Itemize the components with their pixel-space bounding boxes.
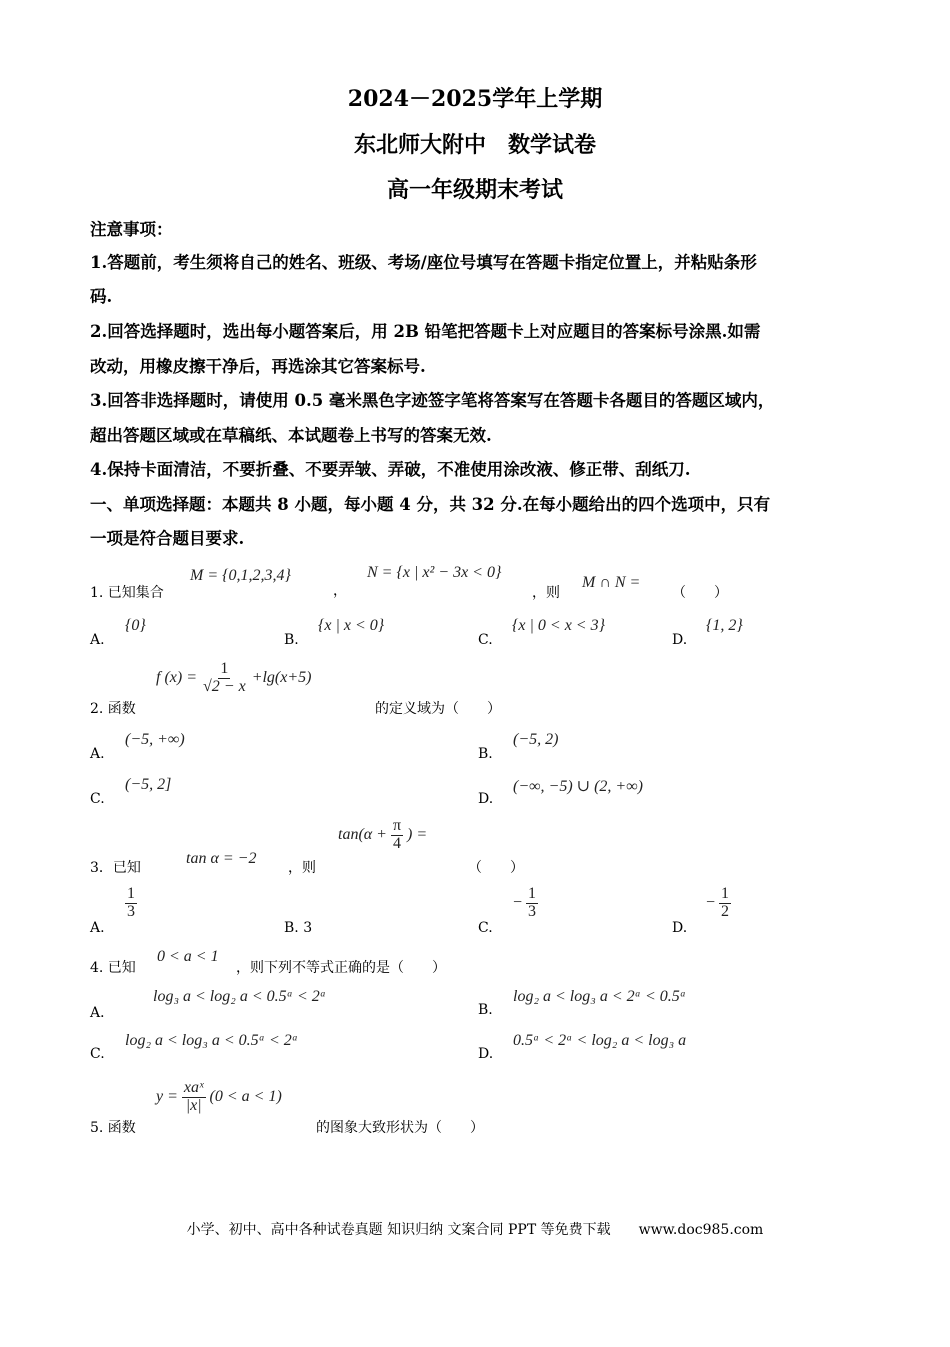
q5-function-lhs: y = bbox=[156, 1087, 178, 1105]
q1-option-b-label: B. bbox=[284, 632, 299, 648]
q2-option-a-label: A. bbox=[90, 746, 105, 762]
q4-option-d-label: D. bbox=[478, 1046, 494, 1062]
q1-option-a: {0} bbox=[125, 617, 146, 634]
q3-pi-fraction bbox=[391, 818, 403, 853]
q3-option-d bbox=[706, 886, 731, 921]
q2-option-d: (−∞, −5) ∪ (2, +∞) bbox=[513, 778, 643, 795]
page-footer: 小学、初中、高中各种试卷真题 知识归纳 文案合同 PPT 等免费下载 www.doc985.com bbox=[186, 1222, 764, 1238]
q5-fraction-den: |x| bbox=[185, 1096, 202, 1114]
section-heading: 一、单项选择题：本题共 8 小题，每小题 4 分，共 32 分.在每小题给出的四个选项中，只有 bbox=[90, 495, 771, 514]
q1-option-d-label: D. bbox=[672, 632, 688, 648]
q3-option-d-label: D. bbox=[672, 920, 688, 936]
q3-option-d-num: 1 bbox=[721, 885, 730, 902]
q3-pi-den: 4 bbox=[393, 834, 401, 852]
title-year: 2024－2025学年上学期 bbox=[347, 86, 603, 112]
q4-condition: 0 < a < 1 bbox=[157, 948, 219, 965]
q3-option-c-den: 3 bbox=[528, 902, 537, 920]
q3-expression bbox=[338, 818, 427, 853]
q3-option-c-label: C. bbox=[478, 920, 493, 936]
title-exam: 高一年级期末考试 bbox=[386, 177, 563, 203]
q4-option-d: 0.5ᵃ < 2ᵃ < log₂ a < log₃ a bbox=[513, 1032, 687, 1049]
q3-option-c-num: 1 bbox=[528, 885, 537, 902]
q2-function-rest: +lg(x+5) bbox=[251, 668, 312, 686]
notice-item-1-cont: 码. bbox=[90, 287, 113, 306]
title-school: 东北师大附中 数学试卷 bbox=[353, 132, 596, 158]
notice-item-1: 1.答题前，考生须将自己的姓名、班级、考场/座位号填写在答题卡指定位置上，并粘贴条形 bbox=[90, 253, 757, 272]
q2-fraction bbox=[201, 661, 248, 696]
q3-option-d-sign: − bbox=[706, 893, 716, 911]
q4-stem: 4. 已知 bbox=[90, 960, 136, 976]
q1-paren: （ ） bbox=[672, 585, 728, 601]
q2-option-b-label: B. bbox=[478, 746, 493, 762]
q3-option-a bbox=[125, 886, 137, 921]
q1-set-n: N = {x | x² − 3x < 0} bbox=[367, 564, 502, 581]
q1-option-c-label: C. bbox=[478, 632, 493, 648]
q4-option-c-label: C. bbox=[90, 1046, 105, 1062]
notice-item-4: 4.保持卡面清洁，不要折叠、不要弄皱、弄破，不准使用涂改液、修正带、刮纸刀. bbox=[90, 460, 691, 479]
notice-heading: 注意事项： bbox=[90, 220, 173, 239]
notice-item-3-cont: 超出答题区域或在草稿纸、本试题卷上书写的答案无效. bbox=[90, 426, 492, 445]
q3-option-a-den: 3 bbox=[127, 902, 135, 920]
notice-item-2: 2.回答选择题时，选出每小题答案后，用 2B 铅笔把答题卡上对应题目的答案标号涂黑.如需 bbox=[90, 322, 761, 341]
notice-item-3: 3.回答非选择题时，请使用 0.5 毫米黑色字迹签字笔将答案写在答题卡各题目的答题区域内， bbox=[90, 391, 775, 410]
q3-option-d-den: 2 bbox=[721, 902, 730, 920]
q1-option-b: {x | x < 0} bbox=[318, 617, 385, 634]
q1-comma: ， bbox=[333, 583, 347, 599]
q3-option-c bbox=[513, 886, 538, 921]
notice-item-2-cont: 改动，用橡皮擦干净后，再选涂其它答案标号. bbox=[90, 357, 426, 376]
q3-expression-rhs: ) = bbox=[407, 825, 428, 843]
q4-option-a: log₃ a < log₂ a < 0.5ᵃ < 2ᵃ bbox=[153, 988, 327, 1005]
q2-stem-tail: 的定义域为（ ） bbox=[375, 701, 501, 717]
q1-option-d: {1, 2} bbox=[706, 617, 743, 634]
q3-stem: 3．已知 bbox=[90, 860, 141, 876]
q1-stem: 1. 已知集合 bbox=[90, 585, 164, 601]
q4-option-a-label: A． bbox=[90, 1005, 115, 1021]
q5-fraction-num: xaˣ bbox=[183, 1079, 204, 1096]
q1-set-m: M = {0,1,2,3,4} bbox=[190, 567, 291, 584]
q4-stem-tail: ，则下列不等式正确的是（ ） bbox=[236, 960, 446, 976]
q3-option-a-num: 1 bbox=[127, 885, 135, 902]
q3-expression-lhs: tan(α + bbox=[338, 825, 387, 843]
q5-function bbox=[156, 1080, 282, 1115]
q2-function bbox=[156, 661, 311, 696]
q2-option-d-label: D. bbox=[478, 791, 494, 807]
q1-option-c: {x | 0 < x < 3} bbox=[512, 617, 605, 634]
q2-option-b: (−5, 2) bbox=[513, 731, 559, 748]
q2-option-c: (−5, 2] bbox=[125, 776, 172, 793]
q5-stem: 5. 函数 bbox=[90, 1120, 136, 1136]
q1-option-a-label: A. bbox=[90, 632, 105, 648]
q3-paren: （ ） bbox=[468, 860, 524, 876]
q5-stem-tail: 的图象大致形状为（ ） bbox=[316, 1120, 484, 1136]
q3-option-c-sign: − bbox=[513, 893, 523, 911]
q1-expression: M ∩ N = bbox=[582, 574, 641, 591]
q3-pi-num: π bbox=[392, 817, 402, 834]
q5-fraction bbox=[182, 1080, 206, 1115]
q2-stem: 2. 函数 bbox=[90, 701, 136, 717]
q3-option-a-label: A. bbox=[90, 920, 105, 936]
q2-fraction-den: √2 − x bbox=[203, 677, 246, 695]
q2-function-lhs: f (x) = bbox=[156, 668, 197, 686]
q3-condition: tan α = −2 bbox=[186, 850, 257, 867]
q2-option-a: (−5, +∞) bbox=[125, 731, 185, 748]
q5-condition: (0 < a < 1) bbox=[209, 1087, 282, 1105]
q4-option-b-label: B. bbox=[478, 1002, 493, 1018]
q2-option-c-label: C. bbox=[90, 791, 105, 807]
section-heading-cont: 一项是符合题目要求. bbox=[90, 529, 245, 548]
q1-then: ，则 bbox=[532, 585, 560, 601]
q2-fraction-num: 1 bbox=[220, 660, 229, 677]
q4-option-b: log₂ a < log₃ a < 2ᵃ < 0.5ᵃ bbox=[513, 988, 687, 1005]
q3-then: ，则 bbox=[288, 860, 316, 876]
q4-option-c: log₂ a < log₃ a < 0.5ᵃ < 2ᵃ bbox=[125, 1032, 299, 1049]
q3-option-b: B. 3 bbox=[284, 920, 313, 936]
